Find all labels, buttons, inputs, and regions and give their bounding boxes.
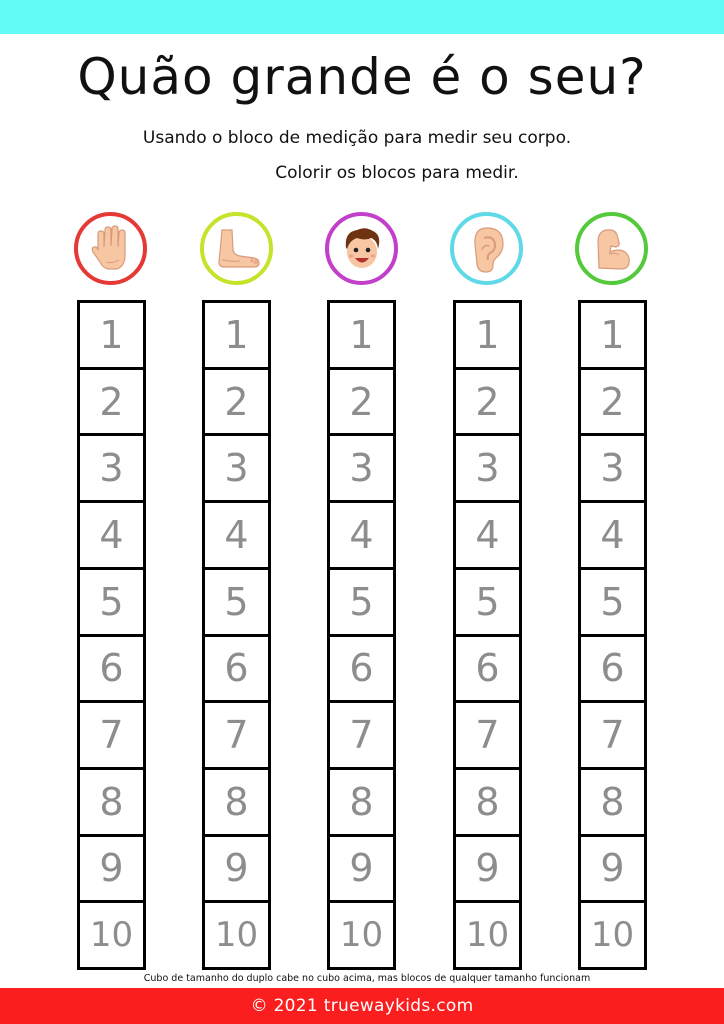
foot-icon-circle	[200, 212, 273, 285]
measure-block[interactable]: 7	[456, 703, 519, 767]
ear-icon	[460, 222, 514, 276]
face-icon-circle	[325, 212, 398, 285]
arm-icon-circle	[575, 212, 648, 285]
coloring-instruction-text: Colorir os blocos para medir.	[275, 163, 519, 183]
measure-column-ear	[453, 300, 522, 970]
measure-block[interactable]: 10	[330, 903, 393, 967]
measure-block[interactable]: 9	[330, 837, 393, 901]
measure-block[interactable]: 2	[80, 370, 143, 434]
measure-column-foot	[202, 300, 271, 970]
ear-icon-circle	[450, 212, 523, 285]
measure-block[interactable]: 6	[456, 637, 519, 701]
hand-icon-circle	[74, 212, 147, 285]
measure-column-face	[327, 300, 396, 970]
measure-block[interactable]: 1	[581, 303, 644, 367]
top-color-band	[0, 0, 724, 34]
measure-block[interactable]: 3	[456, 436, 519, 500]
measure-block[interactable]: 10	[581, 903, 644, 967]
measure-block[interactable]: 9	[80, 837, 143, 901]
measure-block[interactable]: 4	[80, 503, 143, 567]
measure-block[interactable]: 3	[205, 436, 268, 500]
measure-column-hand	[77, 300, 146, 970]
measure-block[interactable]: 4	[456, 503, 519, 567]
measure-block[interactable]: 4	[205, 503, 268, 567]
arm-icon	[585, 222, 639, 276]
measure-block[interactable]: 7	[80, 703, 143, 767]
measure-block[interactable]: 5	[205, 570, 268, 634]
measure-block[interactable]: 2	[581, 370, 644, 434]
measure-block[interactable]: 8	[581, 770, 644, 834]
measure-block[interactable]: 9	[581, 837, 644, 901]
hand-icon	[84, 222, 138, 276]
measure-block[interactable]: 4	[330, 503, 393, 567]
copyright-text: © 2021 truewaykids.com	[250, 996, 474, 1016]
measure-block[interactable]: 7	[581, 703, 644, 767]
measure-block[interactable]: 2	[330, 370, 393, 434]
measure-block[interactable]: 7	[330, 703, 393, 767]
foot-icon	[210, 222, 264, 276]
measure-block[interactable]: 6	[330, 637, 393, 701]
measure-block[interactable]: 10	[80, 903, 143, 967]
measure-block[interactable]: 1	[330, 303, 393, 367]
measure-block[interactable]: 6	[80, 637, 143, 701]
measure-block[interactable]: 6	[205, 637, 268, 701]
face-icon	[335, 222, 389, 276]
measure-block[interactable]: 8	[80, 770, 143, 834]
footnote: Cubo de tamanho do duplo cabe no cubo acima, mas blocos de qualquer tamanho funcionam	[143, 973, 591, 984]
measure-block[interactable]: 3	[330, 436, 393, 500]
measure-block[interactable]: 8	[330, 770, 393, 834]
measure-block[interactable]: 3	[581, 436, 644, 500]
measure-block[interactable]: 10	[205, 903, 268, 967]
measure-block[interactable]: 5	[80, 570, 143, 634]
bottom-color-band	[0, 988, 724, 1024]
measure-block[interactable]: 8	[456, 770, 519, 834]
measure-block[interactable]: 1	[205, 303, 268, 367]
measure-block[interactable]: 4	[581, 503, 644, 567]
measure-block[interactable]: 9	[205, 837, 268, 901]
measure-block[interactable]: 10	[456, 903, 519, 967]
instruction-text: Usando o bloco de medição para medir seu corpo.	[142, 128, 572, 148]
measure-block[interactable]: 2	[456, 370, 519, 434]
measure-block[interactable]: 8	[205, 770, 268, 834]
measure-block[interactable]: 5	[330, 570, 393, 634]
measure-block[interactable]: 1	[456, 303, 519, 367]
measure-block[interactable]: 5	[581, 570, 644, 634]
measure-block[interactable]: 1	[80, 303, 143, 367]
measure-block[interactable]: 6	[581, 637, 644, 701]
measure-block[interactable]: 5	[456, 570, 519, 634]
measure-block[interactable]: 2	[205, 370, 268, 434]
measure-block[interactable]: 3	[80, 436, 143, 500]
measure-block[interactable]: 7	[205, 703, 268, 767]
measure-block[interactable]: 9	[456, 837, 519, 901]
page-title: Quão grande é o seu?	[77, 48, 647, 106]
measure-column-arm	[578, 300, 647, 970]
